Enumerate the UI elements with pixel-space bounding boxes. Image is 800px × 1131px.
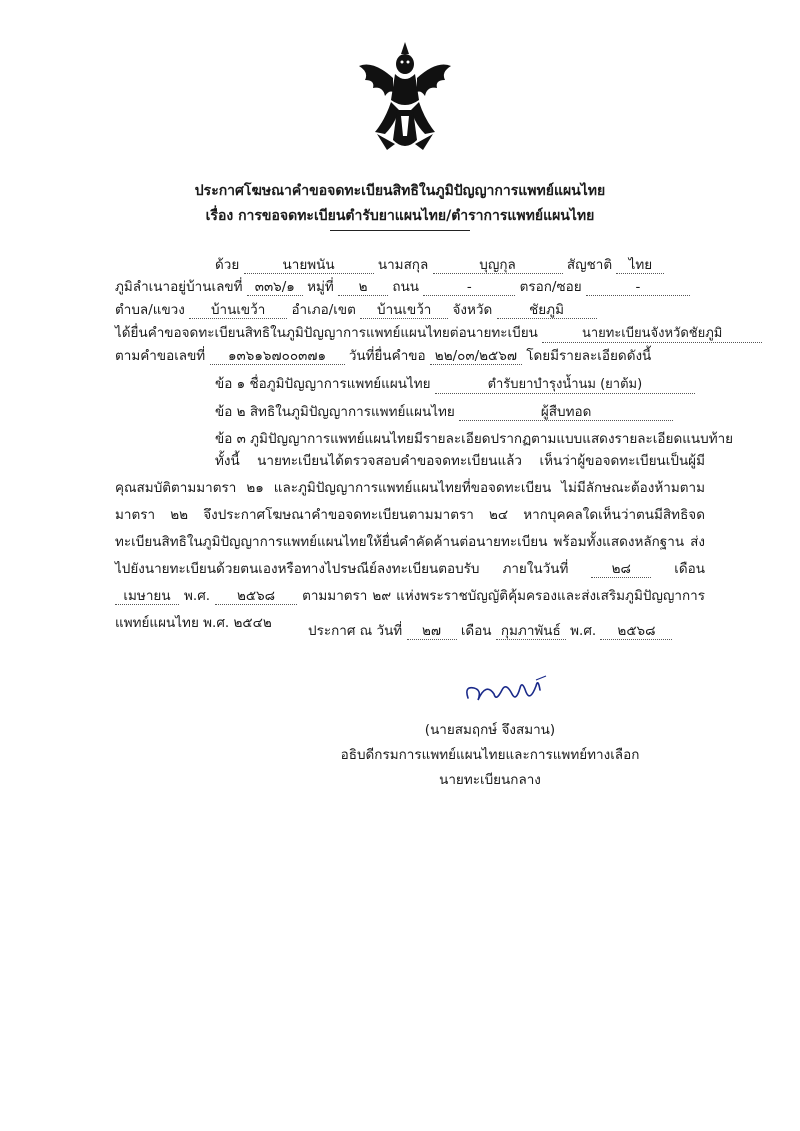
law-reference: ตามมาตรา ๒๙ แห่งพระราชบัญญัติคุ้มครองและส่งเสริมภูมิปัญญาการแพทย์แผนไทย พ.ศ. ๒๕๔๒: [115, 588, 706, 631]
submit-label: ได้ยื่นคำขอจดทะเบียนสิทธิในภูมิปัญญาการแพทย์แผนไทยต่อนายทะเบียน: [115, 325, 538, 341]
applicant-line: [215, 256, 664, 274]
deadline-month: เมษายน: [115, 588, 179, 605]
applicant-nationality: ไทย: [616, 257, 664, 274]
applicant-surname: บุญกุล: [433, 257, 563, 274]
province-label: จังหวัด: [452, 302, 493, 318]
applicant-name: นายพนัน: [244, 257, 374, 274]
item3-line: ข้อ ๓ ภูมิปัญญาการแพทย์แผนไทยมีรายละเอียดปรากฏตามแบบแสดงรายละเอียดแนบท้าย: [215, 431, 734, 447]
province-value: ชัยภูมิ: [497, 302, 597, 319]
district-label: อำเภอ/เขต: [291, 302, 356, 318]
request-no-label: ตามคำขอเลขที่: [115, 348, 206, 364]
item1-label: ข้อ ๑ ชื่อภูมิปัญญาการแพทย์แผนไทย: [215, 376, 431, 392]
body-paragraph: [115, 448, 705, 637]
announce-label: ประกาศ ณ วันที่: [308, 623, 403, 639]
house-number: ๓๓๖/๑: [247, 279, 303, 296]
announcement-subject: เรื่อง การขอจดทะเบียนตำรับยาแผนไทย/ตำราการแพทย์แผนไทย: [205, 208, 595, 224]
surname-label: นามสกุล: [377, 257, 429, 273]
announce-month: กุมภาพันธ์: [496, 623, 566, 640]
address-line: [115, 278, 690, 296]
moo-number: ๒: [338, 279, 388, 296]
registrar-value: นายทะเบียนจังหวัดชัยภูมิ: [542, 326, 762, 343]
signer-position: อธิบดีกรมการแพทย์แผนไทยและการแพทย์ทางเลือก: [340, 747, 640, 763]
request-date: ๒๒/๐๓/๒๕๖๗: [430, 348, 522, 365]
soi-label: ตรอก/ซอย: [519, 279, 582, 295]
signer-role: นายทะเบียนกลาง: [439, 772, 541, 788]
request-line: [115, 347, 651, 365]
nationality-label: สัญชาติ: [566, 257, 613, 273]
request-number: ๑๓๖๑๖๗๐๐๓๗๑: [210, 348, 345, 365]
district-value: บ้านเขว้า: [360, 302, 448, 319]
title-divider: [330, 230, 470, 231]
announce-year-label: พ.ศ.: [570, 623, 597, 639]
deadline-year: ๒๕๖๘: [215, 588, 297, 605]
announcement-title: ประกาศโฆษณาคำขอจดทะเบียนสิทธิในภูมิปัญญาการแพทย์แผนไทย: [194, 183, 606, 199]
subdistrict-label: ตำบล/แขวง: [115, 302, 185, 318]
signer-name: (นายสมฤกษ์ จึงสมาน): [424, 722, 556, 738]
item2-label: ข้อ ๒ สิทธิในภูมิปัญญาการแพทย์แผนไทย: [215, 404, 455, 420]
announce-day: ๒๗: [407, 623, 457, 640]
by-label: ด้วย: [215, 257, 240, 273]
registrar-line: [115, 324, 762, 343]
item2-value: ผู้สืบทอด: [459, 404, 673, 421]
item1-value: ตำรับยาบำรุงน้ำนม (ยาต้ม): [435, 377, 695, 394]
announce-month-label: เดือน: [460, 623, 492, 639]
address-label: ภูมิลำเนาอยู่บ้านเลขที่: [115, 279, 243, 295]
location-line: [115, 301, 597, 319]
road-value: -: [423, 279, 515, 296]
deadline-year-label: พ.ศ.: [184, 588, 211, 604]
date-label: วันที่ยื่นคำขอ: [348, 348, 426, 364]
signature-icon: [460, 672, 550, 712]
announce-date-line: [308, 622, 672, 640]
announce-year: ๒๕๖๘: [600, 623, 672, 640]
road-label: ถนน: [392, 279, 420, 295]
garuda-emblem-icon: [355, 40, 455, 155]
body-text: ทั้งนี้ นายทะเบียนได้ตรวจสอบคำขอจดทะเบียนแล้ว เห็นว่าผู้ขอจดทะเบียนเป็นผู้มีคุณสมบัติตามมาตรา ๒๑ และภูมิปัญญาการแพทย์แผนไทยที่ขอจดทะเบียน ไม่มีลักษณะต้องห้ามตามมาตรา ๒๒ จึงประกาศโฆษณาคำขอจดทะเบียนตามมาตรา ๒๔ หากบุคคลใดเห็นว่าตนมีสิทธิจดทะเบียนสิทธิในภูมิปัญญาการแพทย์แผนไทยให้ยื่นคำคัดค้านต่อนายทะเบียน พร้อมทั้งแสดงหลักฐาน ส่งไปยังนายทะเบียนด้วยตนเองหรือทางไปรษณีย์ลงทะเบียนตอบรับ ภายในวันที่: [115, 453, 705, 577]
detail-label: โดยมีรายละเอียดดังนี้: [526, 348, 652, 364]
deadline-month-label: เดือน: [674, 561, 705, 577]
subdistrict-value: บ้านเขว้า: [189, 302, 287, 319]
soi-value: -: [586, 279, 690, 296]
item2-line: [215, 403, 673, 421]
deadline-day: ๒๘: [591, 561, 651, 578]
item1-line: [215, 375, 695, 394]
moo-label: หมู่ที่: [307, 279, 334, 295]
